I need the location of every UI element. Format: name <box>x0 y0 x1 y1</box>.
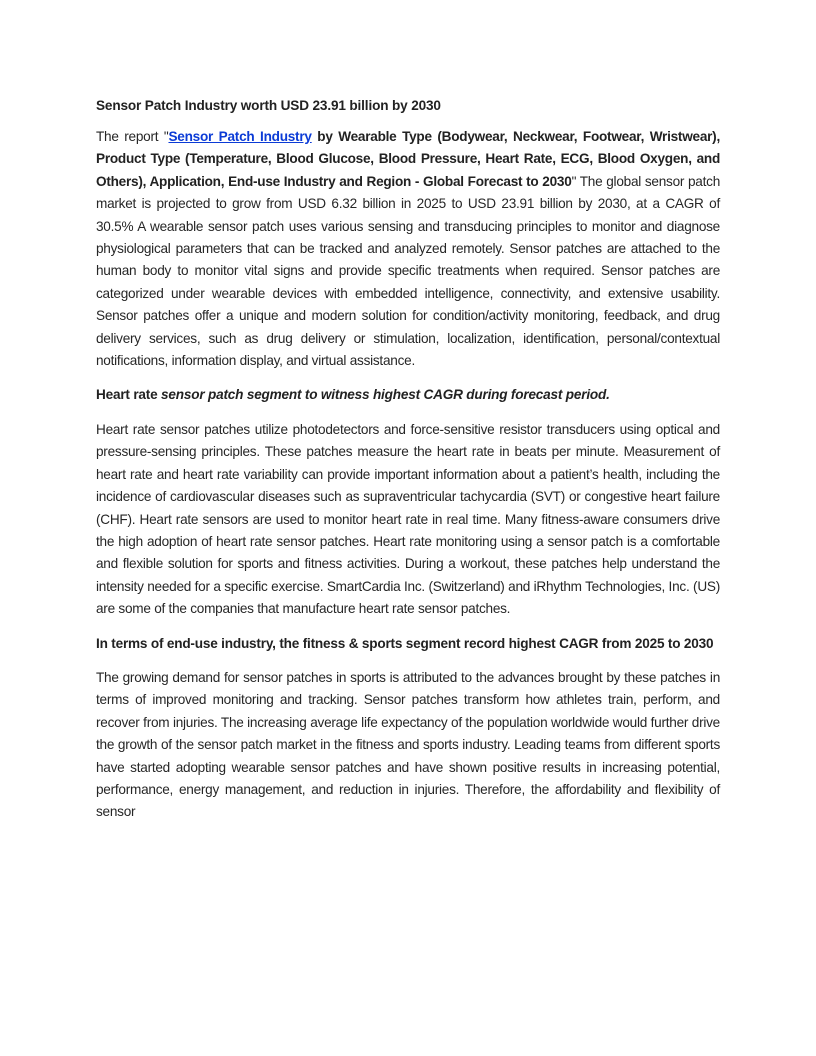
document-page <box>96 96 720 836</box>
intro-prefix: The report " <box>96 129 169 144</box>
document-title: Sensor Patch Industry worth USD 23.91 billion by 2030 <box>96 98 441 113</box>
section-heading-end-use: In terms of end-use industry, the fitness & sports segment record highest CAGR from 2025 to 2030 <box>96 635 714 651</box>
heading-italic-part: sensor patch segment to witness highest CAGR during forecast period. <box>161 387 610 403</box>
report-title-bold: by Wearable Type (Bodywear, Neckwear, Footwear, Wristwear), Product Type (Temperature, Blood Glucose, Blood Pressure, Heart Rate, ECG, Blood Oxygen, and Others), Application, End-use Industry and Region - Global Forecast to 2030 <box>96 129 720 189</box>
heart-rate-paragraph: Heart rate sensor patches utilize photodetectors and force-sensitive resistor transducers using optical and pressure-sensing principles. These patches measure the heart rate in beats per minute. Measurement of heart rate and heart rate variability can provide important information about a patient’s health, including the incidence of cardiovascular diseases such as supraventricular tachycardia (SVT) or congestive heart failure (CHF). Heart rate sensors are used to monitor heart rate in real time. Many fitness-aware consumers drive the high adoption of heart rate sensor patches. Heart rate monitoring using a sensor patch is a comfortable and flexible solution for sports and fitness activities. During a workout, these patches help understand the intensity needed for a specific exercise. SmartCardia Inc. (Switzerland) and iRhythm Technologies, Inc. (US) are some of the companies that manufacture heart rate sensor patches. <box>96 421 720 617</box>
intro-body: The global sensor patch market is projected to grow from USD 6.32 billion in 2025 to USD 23.91 billion by 2030, at a CAGR of 30.5% A wearable sensor patch uses various sensing and transducing principles to monitor and diagnose physiological parameters that can be tracked and analyzed remotely. Sensor patches are attached to the human body to monitor vital signs and provide specific treatments when required. Sensor patches are categorized under wearable devices with embedded intelligence, connectivity, and extensive usability. Sensor patches offer a unique and modern solution for condition/activity monitoring, feedback, and drug delivery services, such as drug delivery or stimulation, localization, identification, personal/contextual notifications, information display, and virtual assistance. <box>96 173 720 369</box>
report-link[interactable]: Sensor Patch Industry <box>168 129 312 144</box>
intro-paragraph <box>96 126 720 372</box>
intro-quote-close: " <box>571 173 577 189</box>
end-use-paragraph: The growing demand for sensor patches in sports is attributed to the advances brought by these patches in terms of improved monitoring and tracking. Sensor patches transform how athletes train, perform, and recover from injuries. The increasing average life expectancy of the population worldwide would further drive the growth of the sensor patch market in the fitness and sports industry. Leading teams from different sports have started adopting wearable sensor patches and have shown positive results in increasing potential, performance, energy management, and reduction in injuries. Therefore, the affordability and flexibility of sensor <box>96 669 720 820</box>
section-heading-heart-rate <box>96 384 720 406</box>
heading-bold-part: Heart rate <box>96 387 162 403</box>
